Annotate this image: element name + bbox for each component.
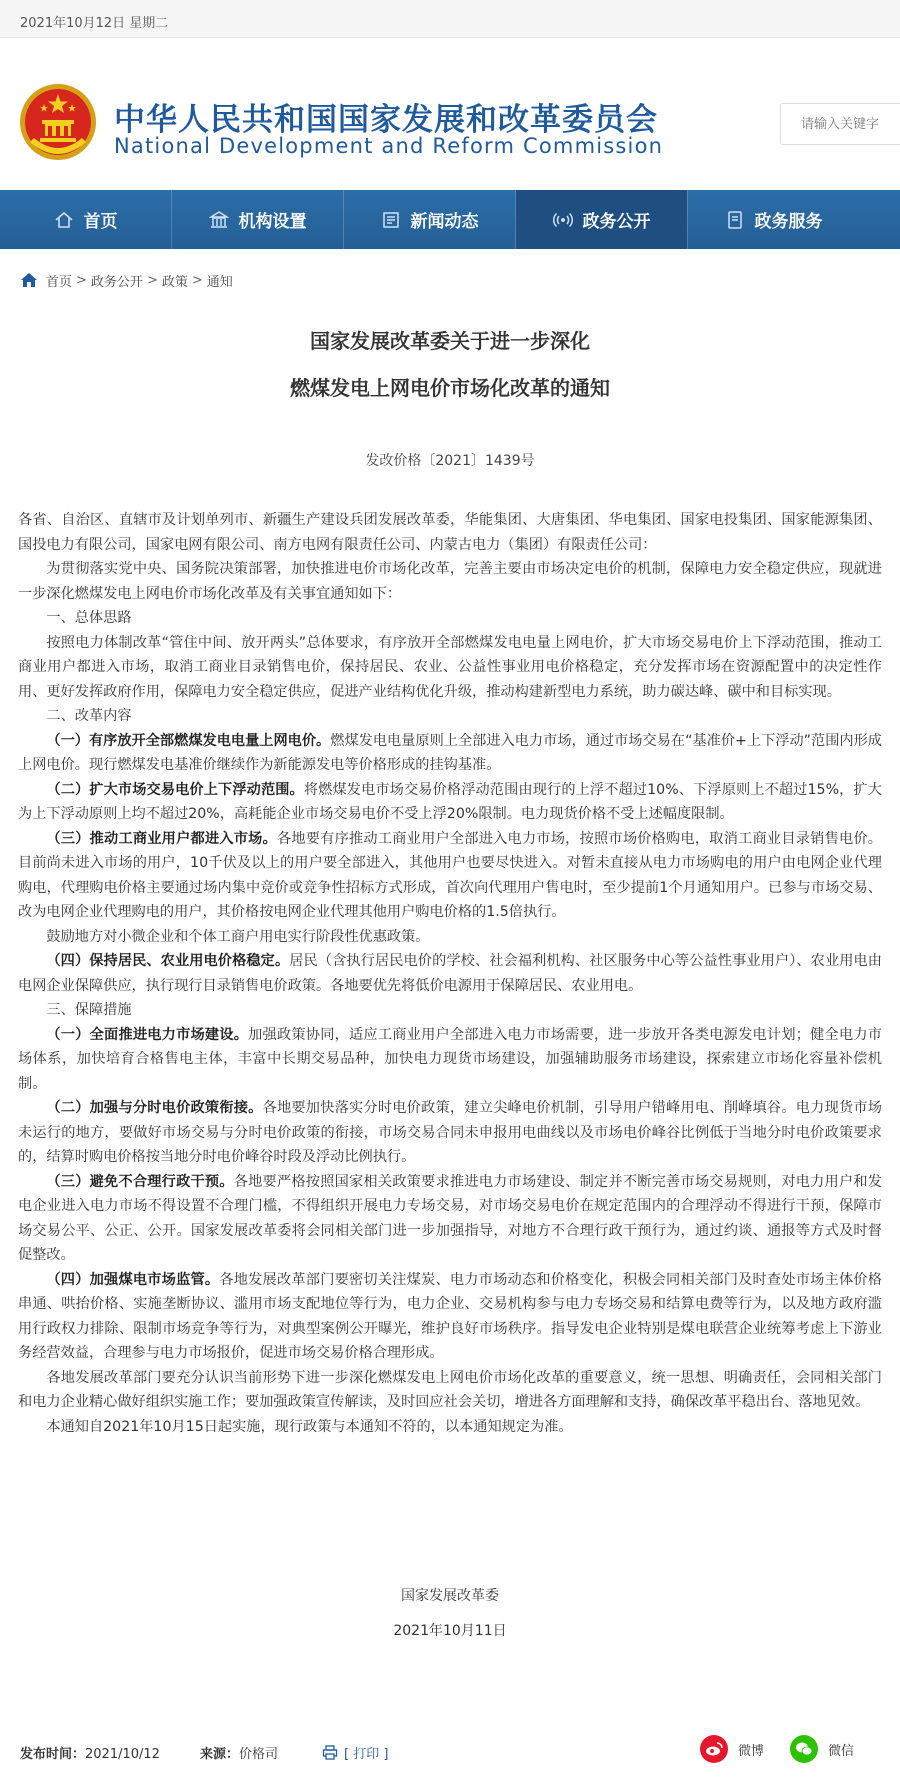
breadcrumb-notice[interactable]: 通知 — [206, 274, 233, 290]
current-date: 2021年10月12日 星期二 — [20, 16, 169, 31]
building-icon — [209, 210, 229, 230]
breadcrumb — [20, 270, 233, 290]
subheading: （二）加强与分时电价政策衔接。 — [46, 1100, 263, 1116]
breadcrumb-separator: > — [146, 272, 158, 288]
share-wechat-button[interactable] — [790, 1735, 854, 1763]
publish-date: 2021/10/12 — [85, 1747, 160, 1762]
source-value: 价格司 — [238, 1747, 278, 1762]
addressee: 各省、自治区、直辖市及计划单列市、新疆生产建设兵团发展改革委，华能集团、大唐集团、华电集团、国家电投集团、国家能源集团、国投电力有限公司，国家电网有限公司、南方电网有限责任公司、内蒙古电力（集团）有限责任公司： — [18, 512, 882, 553]
paragraph: 本通知自2021年10月15日起实施，现行政策与本通知不符的，以本通知规定为准。 — [46, 1418, 573, 1435]
top-bar — [0, 0, 900, 38]
subheading: （四）加强煤电市场监管。 — [46, 1271, 220, 1288]
nav-item-organization[interactable] — [172, 190, 343, 249]
printer-icon — [322, 1745, 338, 1760]
breadcrumb-separator: > — [76, 272, 87, 288]
section-heading: 三、保障措施 — [46, 1002, 132, 1018]
paragraph-text: 各地发展改革部门要密切关注煤炭、电力市场动态和价格变化，积极会同相关部门及时查处市场主体价格串通、哄抬价格、实施垄断协议、滥用市场支配地位等行为，电力企业、交易机构参与电力专场交易和结算电费等行为，以及地方政府滥用行政权力排除、限制市场竞争等行为，对典型案例公开曝光，维护良好市场秩序。指导发电企业特别是煤电联营企业统筹考虑上下游业务经营效益，合理参与电力市场报价，促进市场交易价格合理形成。 — [18, 1271, 882, 1361]
breadcrumb-separator: > — [191, 272, 203, 288]
nav-item-label: 机构设置 — [238, 212, 307, 232]
subheading: （三）避免不合理行政干预。 — [46, 1173, 234, 1190]
home-icon — [54, 210, 74, 230]
document-number: 发改价格〔2021〕1439号 — [365, 453, 535, 469]
paragraph — [18, 778, 882, 827]
subheading: （一）有序放开全部燃煤发电电量上网电价。 — [46, 732, 331, 749]
article-title-line1: 国家发展改革委关于进一步深化 — [310, 329, 590, 353]
breadcrumb-policy[interactable]: 政策 — [161, 274, 188, 290]
section-heading: 一、总体思路 — [46, 610, 132, 626]
national-emblem-icon — [18, 82, 98, 162]
breadcrumb-government-affairs[interactable]: 政务公开 — [90, 274, 143, 290]
paragraph-text: 加强政策协同，适应工商业用户全部进入电力市场需要，进一步放开各类电源发电计划；健全电力市场体系，加快培育合格售电主体，丰富中长期交易品种，加快电力现货市场建设，加强辅助服务市场建设，探索建立市场化容量补偿机制。 — [18, 1026, 882, 1092]
nav-item-label: 新闻动态 — [410, 212, 479, 232]
nav-item-label: 首页 — [83, 212, 118, 232]
paragraph-text: 各地要有序推动工商业用户全部进入电力市场，按照市场价格购电，取消工商业目录销售电价。目前尚未进入市场的用户，10千伏及以上的用户要全部进入，其他用户也要尽快进入。对暂未直接从电力市场购电的用户由电网企业代理购电，代理购电价格主要通过场内集中竞价或竞争性招标方式形成，首次向代理用户售电时，至少提前1个月通知用户。已参与市场交易、改为电网企业代理购电的用户，其价格按电网企业代理其他用户购电价格的1.5倍执行。 — [18, 830, 882, 920]
broadcast-icon — [553, 210, 573, 230]
paragraph — [18, 1170, 882, 1268]
paragraph-text: 各地要加快落实分时电价政策，建立尖峰电价机制，引导用户错峰用电、削峰填谷。电力现货市场未运行的地方，要做好市场交易与分时电价政策的衔接，市场交易合同未申报用电曲线以及市场电价峰谷比例低于当地分时电价政策要求的，结算时购电价格按当地分时电价峰谷时段及浮动比例执行。 — [18, 1100, 882, 1165]
wechat-icon — [790, 1735, 818, 1763]
paragraph — [18, 1096, 882, 1170]
site-title-english: National Development and Reform Commission — [114, 134, 664, 158]
sign-date: 2021年10月11日 — [393, 1623, 507, 1639]
main-nav — [0, 190, 900, 249]
site-title-chinese: 中华人民共和国国家发展和改革委员会 — [114, 102, 658, 138]
intro-paragraph: 为贯彻落实党中央、国务院决策部署，加快推进电价市场化改革，完善主要由市场决定电价的机制，保障电力安全稳定供应，现就进一步深化燃煤发电上网电价市场化改革及有关事宜通知如下： — [18, 561, 882, 602]
publish-time — [20, 1743, 160, 1762]
newspaper-icon — [381, 210, 401, 230]
paragraph: 各地发展改革部门要充分认识当前形势下进一步深化燃煤发电上网电价市场化改革的重要意义，统一思想、明确责任，会同相关部门和电力企业精心做好组织实施工作；要加强政策宣传解读，及时回应社会关切，增进各方面理解和支持，确保改革平稳出台、落地见效。 — [18, 1369, 882, 1410]
weibo-icon — [700, 1735, 728, 1763]
subheading: （四）保持居民、农业用电价格稳定。 — [46, 953, 290, 969]
article-title-line2: 燃煤发电上网电价市场化改革的通知 — [290, 376, 610, 400]
nav-item-label: 政务公开 — [582, 212, 651, 232]
section-heading: 二、改革内容 — [46, 708, 132, 724]
search-input[interactable] — [780, 103, 900, 145]
site-header — [0, 38, 900, 190]
share-weibo-label: 微博 — [738, 1743, 765, 1759]
print-label: [ 打印 ] — [343, 1747, 389, 1762]
subheading: （二）扩大市场交易电价上下浮动范围。 — [46, 781, 304, 798]
breadcrumb-home[interactable]: 首页 — [46, 274, 73, 290]
paragraph-text: 将燃煤发电市场交易价格浮动范围由现行的上浮不超过10%、下浮原则上不超过15%，扩大为上下浮动原则上均不超过20%，高耗能企业市场交易电价不受上浮20%限制。电力现货价格不受上述幅度限制。 — [18, 781, 882, 822]
paragraph: 按照电力体制改革“管住中间、放开两头”总体要求，有序放开全部燃煤发电电量上网电价，扩大市场交易电价上下浮动范围，推动工商业用户都进入市场，取消工商业目录销售电价，保持居民、农业、公益性事业用电价格稳定，充分发挥市场在资源配置中的决定性作用、更好发挥政府作用，保障电力安全稳定供应，促进产业结构优化升级，推动构建新型电力系统，助力碳达峰、碳中和目标实现。 — [18, 634, 882, 700]
article-footer — [0, 1735, 900, 1765]
article-body — [18, 508, 882, 1439]
nav-item-government-affairs[interactable] — [516, 190, 687, 249]
share-wechat-label: 微信 — [828, 1743, 855, 1759]
subheading: （一）全面推进电力市场建设。 — [46, 1026, 249, 1043]
nav-item-label: 政务服务 — [754, 212, 823, 232]
paragraph — [18, 949, 882, 998]
publish-label: 发布时间： — [20, 1747, 86, 1762]
share-weibo-button[interactable] — [700, 1735, 764, 1763]
paragraph-text: 居民（含执行居民电价的学校、社会福利机构、社区服务中心等公益性事业用户）、农业用电由电网企业保障供应，执行现行目录销售电价政策。各地要优先将低价电源用于保障居民、农业用电。 — [18, 953, 882, 994]
nav-item-news[interactable] — [344, 190, 515, 249]
paragraph-text: 各地要严格按照国家相关政策要求推进电力市场建设、制定并不断完善市场交易规则，对电力用户和发电企业进入电力市场不得设置不合理门槛，不得组织开展电力专场交易，对市场交易电价在规定范围内的合理浮动不得进行干预，保障市场交易公平、公正、公开。国家发展改革委将会同相关部门进一步加强指导，对地方不合理行政干预行为，通过约谈、通报等方式及时督促整改。 — [18, 1173, 882, 1263]
article-meta — [20, 1743, 388, 1762]
paragraph — [18, 729, 882, 778]
print-button[interactable] — [322, 1743, 388, 1762]
paragraph: 鼓励地方对小微企业和个体工商户用电实行阶段性优惠政策。 — [46, 928, 430, 945]
source-label: 来源： — [199, 1747, 239, 1762]
subheading: （三）推动工商业用户都进入市场。 — [46, 830, 277, 847]
source — [200, 1743, 278, 1762]
paragraph — [18, 1023, 882, 1097]
home-icon — [20, 272, 38, 288]
nav-item-home[interactable] — [0, 190, 171, 249]
nav-item-services[interactable] — [688, 190, 859, 249]
paragraph-text: 燃煤发电电量原则上全部进入电力市场，通过市场交易在“基准价+上下浮动”范围内形成上网电价。现行燃煤发电基准价继续作为新能源发电等价格形成的挂钩基准。 — [18, 732, 882, 773]
paragraph — [18, 827, 882, 925]
signer: 国家发展改革委 — [401, 1588, 499, 1604]
paragraph — [18, 1268, 882, 1366]
document-icon — [725, 210, 745, 230]
